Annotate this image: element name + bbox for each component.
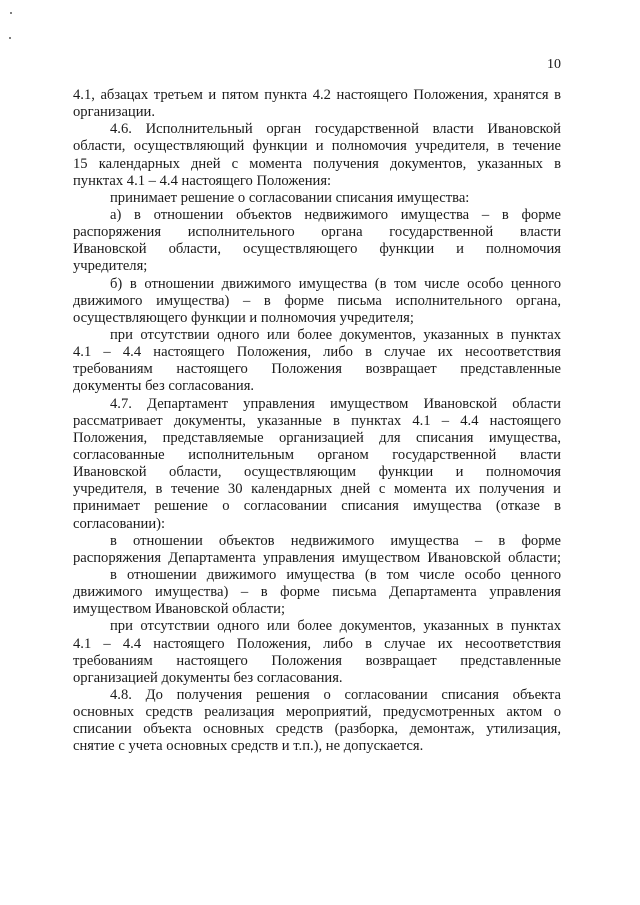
text-line: в отношении объектов недвижимого имущества – в форме — [110, 532, 561, 549]
text-line: осуществляющего функции и полномочия учредителя; — [73, 309, 414, 326]
document-body — [73, 87, 561, 755]
text-line: согласованные исполнительным органом государственной власти — [73, 446, 561, 463]
text-line: распоряжения исполнительного органа государственной власти — [73, 224, 561, 241]
text-line: имуществом Ивановской области; — [73, 601, 286, 618]
text-line: движимого имущества) – в форме письма Департамента управления — [73, 584, 561, 601]
text-line: 4.8. До получения решения о согласовании списания объекта — [110, 686, 561, 703]
text-line: Ивановской области, осуществляющим функции и полномочия — [73, 464, 561, 481]
text-line: 4.1 – 4.4 настоящего Положения, либо в случае их несоответствия — [73, 344, 561, 361]
text-line: списании объекта основных средств (разборка, демонтаж, утилизация, — [73, 721, 561, 738]
text-line: организацией документы без согласования. — [73, 669, 343, 686]
text-line: при отсутствии одного или более документов, указанных в пунктах — [110, 326, 561, 343]
text-line: документы без согласования. — [73, 378, 255, 395]
text-line: принимает решение о согласовании списания имущества (отказе в — [73, 498, 561, 515]
text-line: организации. — [73, 104, 155, 121]
text-line: требованиям настоящего Положения возвращает представленные — [73, 652, 561, 669]
text-line: в отношении движимого имущества (в том числе особо ценного — [110, 566, 561, 583]
text-line: Ивановской области, осуществляющего функции и полномочия — [73, 241, 561, 258]
text-line: согласовании): — [73, 515, 166, 532]
text-line: 4.1 – 4.4 настоящего Положения, либо в случае их несоответствия — [73, 635, 561, 652]
text-line: принимает решение о согласовании списания имущества: — [110, 189, 470, 206]
page-number: 10 — [547, 57, 561, 72]
text-line: 4.1, абзацах третьем и пятом пункта 4.2 настоящего Положения, хранятся в — [73, 87, 561, 103]
text-line: рассматривает документы, указанные в пунктах 4.1 – 4.4 настоящего — [73, 412, 561, 429]
text-line: распоряжения Департамента управления имуществом Ивановской области; — [73, 549, 561, 566]
text-line: учредителя, в течение 30 календарных дней с момента их получения и — [73, 481, 561, 498]
text-line: движимого имущества) – в форме письма исполнительного органа, — [73, 292, 561, 309]
text-line: учредителя; — [73, 258, 148, 275]
text-line: 4.6. Исполнительный орган государственной власти Ивановской — [110, 121, 561, 138]
text-line: снятие с учета основных средств и т.п.), не допускается. — [73, 738, 424, 755]
text-line: требованиям настоящего Положения возвращает представленные — [73, 361, 561, 378]
scan-speck — [9, 37, 11, 39]
text-line: при отсутствии одного или более документов, указанных в пунктах — [110, 618, 561, 635]
text-line: 4.7. Департамент управления имуществом Ивановской области — [110, 395, 561, 412]
text-line: области, осуществляющий функции и полномочия учредителя, в течение — [73, 138, 561, 155]
scan-speck — [10, 12, 12, 14]
text-line: Положения, представляемые организацией для списания имущества, — [73, 429, 561, 446]
text-line: пунктах 4.1 – 4.4 настоящего Положения: — [73, 172, 332, 189]
text-line: а) в отношении объектов недвижимого имущества – в форме — [110, 206, 561, 223]
text-line: б) в отношении движимого имущества (в том числе особо ценного — [110, 275, 561, 292]
text-line: основных средств реализация мероприятий, предусмотренных актом о — [73, 704, 561, 721]
text-line: 15 календарных дней с момента получения документов, указанных в — [73, 155, 561, 172]
